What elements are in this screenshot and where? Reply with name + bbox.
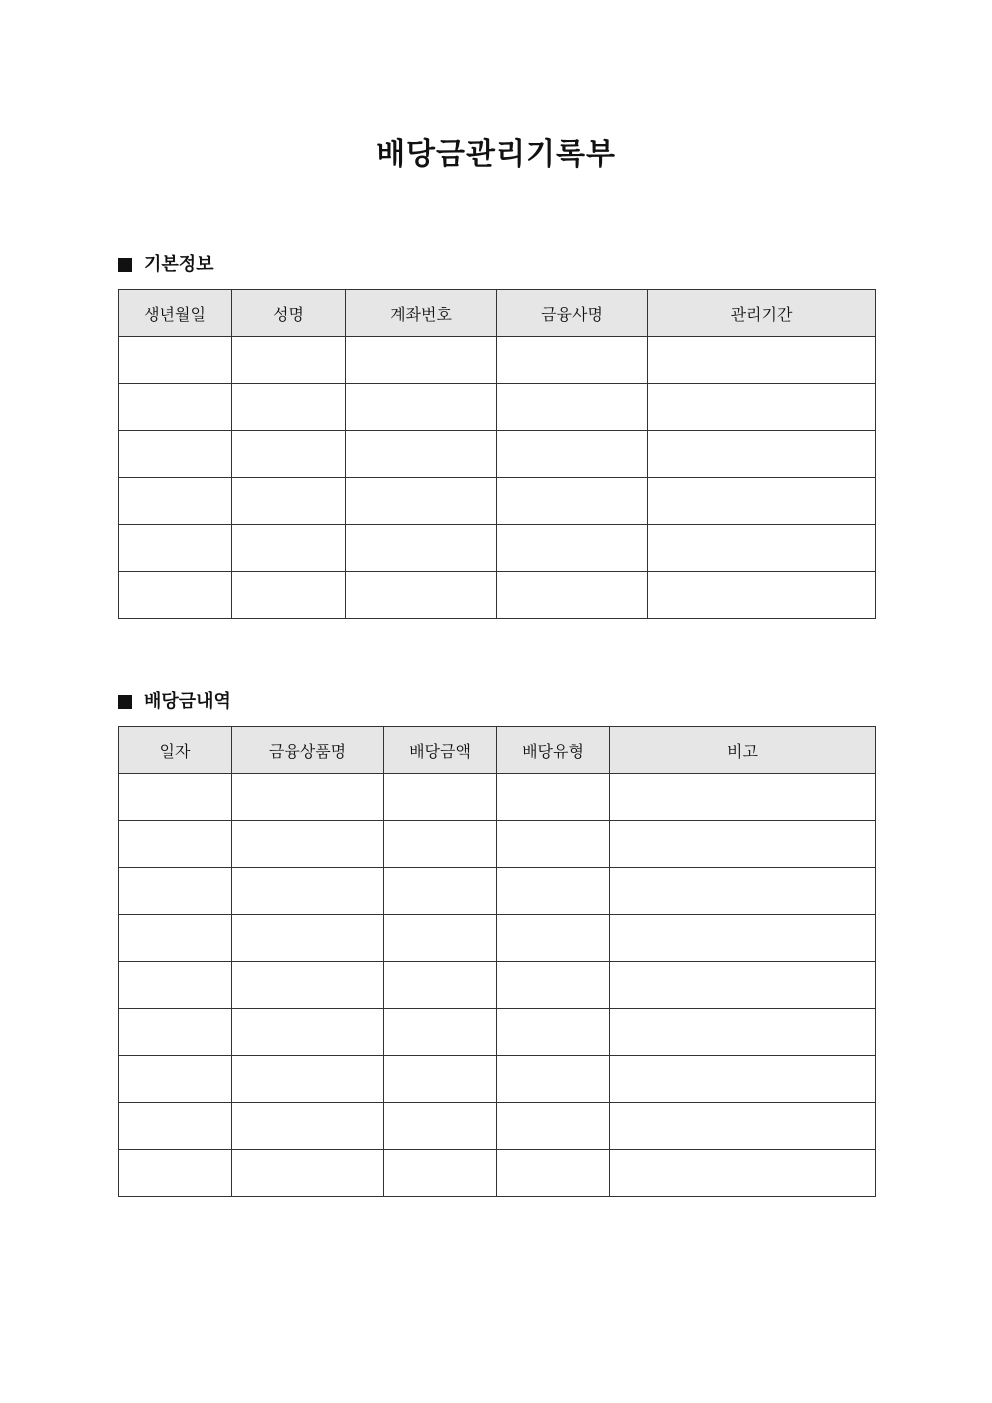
dividend-header-row [119,727,876,774]
column-header-remarks: 비고 [610,727,876,774]
table-cell[interactable] [610,915,876,962]
table-cell[interactable] [648,478,876,525]
table-cell[interactable] [119,1056,232,1103]
column-header-birthdate: 생년월일 [119,290,232,337]
table-cell[interactable] [346,572,497,619]
table-cell[interactable] [497,1056,610,1103]
basic-info-row [119,478,876,525]
table-cell[interactable] [610,821,876,868]
table-cell[interactable] [610,962,876,1009]
table-cell[interactable] [232,915,384,962]
dividend-row [119,774,876,821]
table-cell[interactable] [648,525,876,572]
table-cell[interactable] [497,774,610,821]
table-cell[interactable] [610,1150,876,1197]
table-cell[interactable] [119,1150,232,1197]
table-cell[interactable] [119,774,232,821]
table-cell[interactable] [119,1103,232,1150]
table-cell[interactable] [119,384,232,431]
table-cell[interactable] [384,1150,497,1197]
table-cell[interactable] [119,821,232,868]
dividend-details-heading-label: 배당금내역 [144,691,231,712]
column-header-dividend-amount: 배당금액 [384,727,497,774]
table-cell[interactable] [610,1103,876,1150]
table-cell[interactable] [384,868,497,915]
table-cell[interactable] [232,384,346,431]
dividend-row [119,1103,876,1150]
table-cell[interactable] [497,572,648,619]
table-cell[interactable] [497,478,648,525]
table-cell[interactable] [610,1009,876,1056]
table-cell[interactable] [346,478,497,525]
basic-info-header-row [119,290,876,337]
column-header-date: 일자 [119,727,232,774]
table-cell[interactable] [232,1056,384,1103]
table-cell[interactable] [384,821,497,868]
dividend-row [119,1009,876,1056]
column-header-management-period: 관리기간 [648,290,876,337]
table-cell[interactable] [497,525,648,572]
column-header-name: 성명 [232,290,346,337]
document-title: 배당금관리기록부 [376,137,616,172]
table-cell[interactable] [384,1056,497,1103]
table-cell[interactable] [232,337,346,384]
dividend-row [119,1056,876,1103]
basic-info-heading-label: 기본정보 [144,254,214,275]
column-header-account-number: 계좌번호 [346,290,497,337]
table-cell[interactable] [497,915,610,962]
dividend-row [119,915,876,962]
table-cell[interactable] [610,1056,876,1103]
table-cell[interactable] [232,774,384,821]
table-cell[interactable] [648,572,876,619]
table-cell[interactable] [497,868,610,915]
table-cell[interactable] [346,431,497,478]
table-cell[interactable] [648,384,876,431]
table-cell[interactable] [497,1103,610,1150]
table-cell[interactable] [119,572,232,619]
table-cell[interactable] [497,384,648,431]
dividend-row [119,962,876,1009]
table-cell[interactable] [232,1103,384,1150]
table-cell[interactable] [497,337,648,384]
table-cell[interactable] [232,431,346,478]
table-cell[interactable] [232,821,384,868]
table-cell[interactable] [232,1150,384,1197]
table-cell[interactable] [232,1009,384,1056]
basic-info-table [118,289,876,619]
table-cell[interactable] [119,962,232,1009]
table-cell[interactable] [648,337,876,384]
table-cell[interactable] [232,572,346,619]
table-cell[interactable] [610,868,876,915]
table-cell[interactable] [497,1009,610,1056]
basic-info-row [119,384,876,431]
column-header-financial-company: 금융사명 [497,290,648,337]
table-cell[interactable] [384,1009,497,1056]
table-cell[interactable] [610,774,876,821]
square-bullet-icon [118,695,132,709]
table-cell[interactable] [119,478,232,525]
basic-info-row [119,337,876,384]
column-header-dividend-type: 배당유형 [497,727,610,774]
dividend-details-table [118,726,876,1197]
basic-info-row [119,525,876,572]
table-cell[interactable] [346,525,497,572]
table-cell[interactable] [384,915,497,962]
table-cell[interactable] [384,962,497,1009]
basic-info-row [119,431,876,478]
table-cell[interactable] [232,478,346,525]
table-cell[interactable] [346,337,497,384]
table-cell[interactable] [119,868,232,915]
basic-info-row [119,572,876,619]
table-cell[interactable] [497,962,610,1009]
dividend-row [119,821,876,868]
table-cell[interactable] [497,431,648,478]
table-cell[interactable] [119,915,232,962]
column-header-product-name: 금융상품명 [232,727,384,774]
table-cell[interactable] [119,1009,232,1056]
square-bullet-icon [118,258,132,272]
table-cell[interactable] [497,1150,610,1197]
table-cell[interactable] [232,868,384,915]
table-cell[interactable] [119,431,232,478]
table-cell[interactable] [119,337,232,384]
table-cell[interactable] [384,774,497,821]
table-cell[interactable] [346,384,497,431]
table-cell[interactable] [119,525,232,572]
table-cell[interactable] [384,1103,497,1150]
basic-info-heading [118,253,214,277]
dividend-row [119,1150,876,1197]
table-cell[interactable] [232,525,346,572]
dividend-details-heading [118,690,231,714]
table-cell[interactable] [232,962,384,1009]
table-cell[interactable] [497,821,610,868]
dividend-row [119,868,876,915]
table-cell[interactable] [648,431,876,478]
